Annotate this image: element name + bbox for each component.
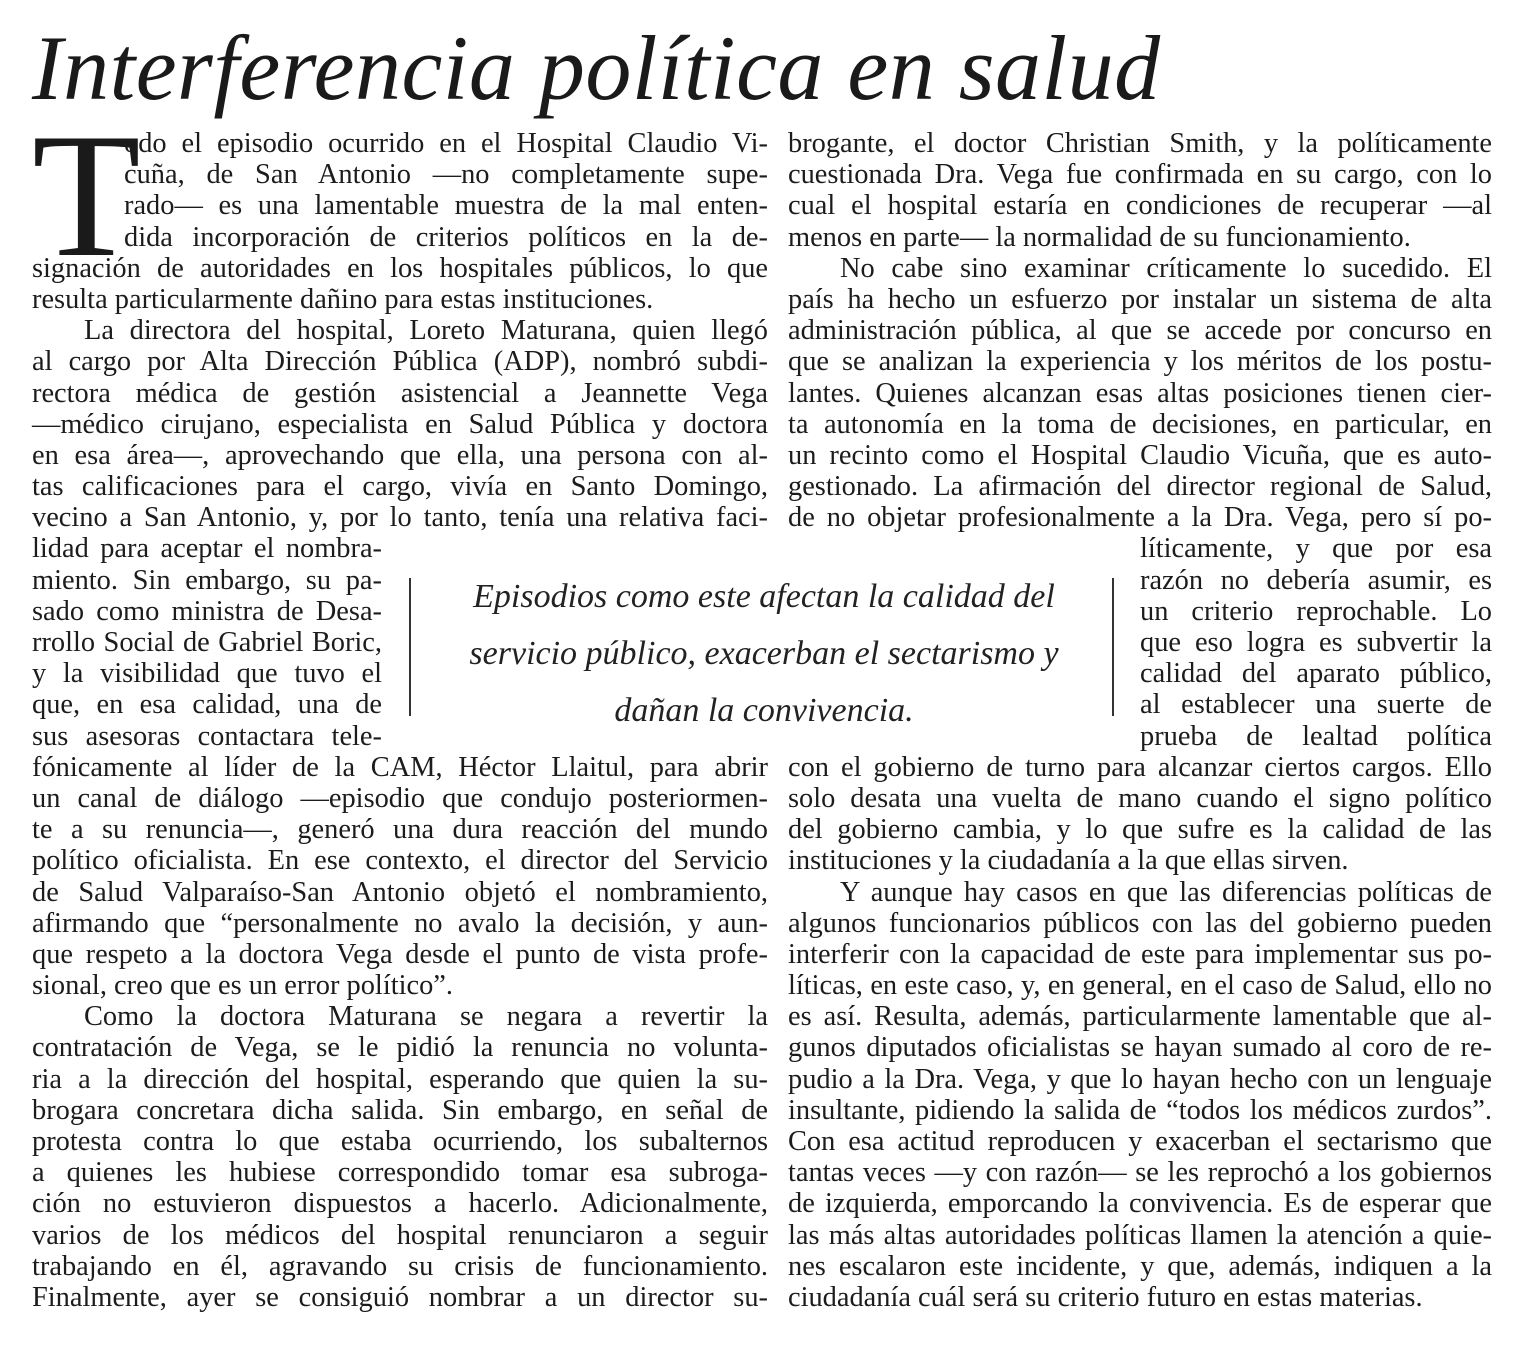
- text-line: prueba de lealtad política: [1140, 720, 1492, 752]
- text-line: No cabe sino examinar críticamente lo sucedido. El: [840, 252, 1492, 284]
- text-line: insultante, pidiendo la salida de “todos los médicos zurdos”.: [788, 1094, 1492, 1126]
- text-line: sado como ministra de Desa-: [32, 595, 382, 627]
- text-line: odo el episodio ocurrido en el Hospital Claudio Vi-: [124, 128, 768, 159]
- text-line: ción no estuvieron dispuestos a hacerlo. Adicionalmente,: [32, 1188, 768, 1220]
- text-line: tantas veces —y con razón— se les reprochó a los gobiernos: [788, 1157, 1492, 1189]
- text-line: líticamente, y que por esa: [1140, 533, 1492, 565]
- text-line: lantes. Quienes alcanzan esas altas posiciones tienen cier-: [788, 377, 1492, 409]
- text-line: menos en parte— la normalidad de su funcionamiento.: [788, 221, 1411, 253]
- text-line: al cargo por Alta Dirección Pública (ADP), nombró subdi-: [32, 346, 768, 378]
- text-line: varios de los médicos del hospital renunciaron a seguir: [32, 1219, 768, 1251]
- text-line: Y aunque hay casos en que las diferencias políticas de: [840, 876, 1492, 908]
- text-line: ciudadanía cuál será su criterio futuro en estas materias.: [788, 1281, 1423, 1313]
- text-line: ria a la dirección del hospital, esperando que quien la su-: [32, 1063, 768, 1095]
- text-line: de izquierda, emporcando la convivencia. Es de esperar que: [788, 1188, 1492, 1220]
- text-line: país ha hecho un esfuerzo por instalar un sistema de alta: [788, 283, 1492, 315]
- text-line: dida incorporación de criterios políticos en la de-: [124, 221, 768, 253]
- text-line: que respeto a la doctora Vega desde el punto de vista profe-: [32, 938, 768, 970]
- text-line: de Salud Valparaíso-San Antonio objetó el nombramiento,: [32, 876, 768, 908]
- text-line: lidad para aceptar el nombra-: [32, 533, 382, 565]
- pull-quote: [412, 568, 1116, 739]
- text-line: que, en esa calidad, una de: [32, 689, 382, 721]
- text-line: al establecer una suerte de: [1140, 689, 1492, 721]
- text-line: a quienes les hubiese correspondido tomar esa subroga-: [32, 1157, 768, 1189]
- text-line: trabajando en él, agravando su crisis de funcionamiento.: [32, 1250, 768, 1282]
- text-line: protesta contra lo que estaba ocurriendo, los subalternos: [32, 1126, 768, 1157]
- text-line: rado— es una lamentable muestra de la mal enten-: [124, 190, 768, 222]
- text-line: rectora médica de gestión asistencial a Jeannette Vega: [32, 377, 768, 409]
- text-line: interferir con la capacidad de este para implementar sus po-: [788, 938, 1492, 970]
- text-line: administración pública, al que se accede por concurso en: [788, 315, 1492, 347]
- text-line: gunos diputados oficialistas se hayan sumado al coro de re-: [788, 1032, 1492, 1064]
- text-line: ta autonomía en la toma de decisiones, en particular, en: [788, 408, 1492, 440]
- article-title: Interferencia política en salud: [32, 17, 1161, 119]
- text-line: y la visibilidad que tuvo el: [32, 658, 382, 690]
- text-line: sus asesoras contactara tele-: [32, 720, 382, 752]
- text-line: un recinto como el Hospital Claudio Vicuña, que es auto-: [788, 439, 1492, 471]
- text-line: sional, creo que es un error político”.: [32, 970, 453, 1002]
- text-line: miento. Sin embargo, su pa-: [32, 564, 382, 596]
- text-line: calidad del aparato público,: [1140, 658, 1492, 690]
- text-line: político oficialista. En ese contexto, el director del Servicio: [32, 845, 768, 877]
- text-line: rrollo Social de Gabriel Boric,: [32, 627, 382, 658]
- text-line: las más altas autoridades políticas llamen la atención a quie-: [788, 1219, 1492, 1251]
- text-line: un criterio reprochable. Lo: [1140, 595, 1492, 627]
- text-line: brogante, el doctor Christian Smith, y la políticamente: [788, 128, 1492, 159]
- text-line: cuña, de San Antonio —no completamente supe-: [124, 159, 768, 191]
- text-line: solo desata una vuelta de mano cuando el signo político: [788, 782, 1492, 814]
- text-line: que se analizan la experiencia y los méritos de los postu-: [788, 346, 1492, 378]
- text-line: te a su renuncia—, generó una dura reacción del mundo: [32, 814, 768, 846]
- text-line: algunos funcionarios públicos con las del gobierno pueden: [788, 907, 1492, 939]
- pull-quote-left-rule: [409, 578, 411, 716]
- text-line: razón no debería asumir, es: [1140, 564, 1492, 596]
- text-line: afirmando que “personalmente no avalo la decisión, y aun-: [32, 907, 768, 939]
- text-line: nes escalaron este incidente, y que, además, indiquen a la: [788, 1250, 1492, 1282]
- drop-cap: T: [32, 96, 141, 294]
- pull-quote-line: dañan la convivencia.: [614, 692, 914, 729]
- text-line: tas calificaciones para el cargo, vivía en Santo Domingo,: [32, 471, 768, 503]
- text-line: con el gobierno de turno para alcanzar ciertos cargos. Ello: [788, 751, 1492, 783]
- text-line: instituciones y la ciudadanía a la que ellas sirven.: [788, 845, 1349, 877]
- text-line: del gobierno cambia, y lo que sufre es la calidad de las: [788, 814, 1492, 846]
- text-line: de no objetar profesionalmente a la Dra. Vega, pero sí po-: [788, 502, 1492, 534]
- text-line: contratación de Vega, se le pidió la renuncia no volunta-: [32, 1032, 768, 1064]
- text-line: que eso logra es subvertir la: [1140, 627, 1492, 658]
- text-line: vecino a San Antonio, y, por lo tanto, tenía una relativa faci-: [32, 502, 768, 534]
- text-line: Finalmente, ayer se consiguió nombrar a un director su-: [32, 1281, 768, 1313]
- text-line: cual el hospital estaría en condiciones de recuperar —al: [788, 190, 1492, 222]
- pull-quote-line: servicio público, exacerban el sectarismo y: [469, 635, 1059, 672]
- text-line: líticas, en este caso, y, en general, en el caso de Salud, ello no: [788, 970, 1492, 1002]
- text-line: fónicamente al líder de la CAM, Héctor Llaitul, para abrir: [32, 751, 768, 783]
- text-line: cuestionada Dra. Vega fue confirmada en su cargo, con lo: [788, 159, 1492, 191]
- text-line: resulta particularmente dañino para estas instituciones.: [32, 283, 654, 315]
- text-line: Como la doctora Maturana se negara a revertir la: [84, 1001, 768, 1033]
- text-line: brogara concretara dicha salida. Sin embargo, en señal de: [32, 1094, 768, 1126]
- text-line: gestionado. La afirmación del director regional de Salud,: [788, 471, 1492, 503]
- pull-quote-line: Episodios como este afectan la calidad del: [473, 578, 1055, 615]
- text-line: pudio a la Dra. Vega, y que lo hayan hecho con un lenguaje: [788, 1063, 1492, 1095]
- text-line: La directora del hospital, Loreto Maturana, quien llegó: [84, 315, 768, 347]
- text-line: un canal de diálogo —episodio que condujo posteriormen-: [32, 782, 768, 814]
- text-line: signación de autoridades en los hospitales públicos, lo que: [32, 252, 768, 284]
- text-line: —médico cirujano, especialista en Salud Pública y doctora: [32, 408, 768, 440]
- text-line: es así. Resulta, además, particularmente lamentable que al-: [788, 1001, 1492, 1033]
- text-line: Con esa actitud reproducen y exacerban el sectarismo que: [788, 1126, 1492, 1157]
- text-line: en esa área—, aprovechando que ella, una persona con al-: [32, 439, 768, 471]
